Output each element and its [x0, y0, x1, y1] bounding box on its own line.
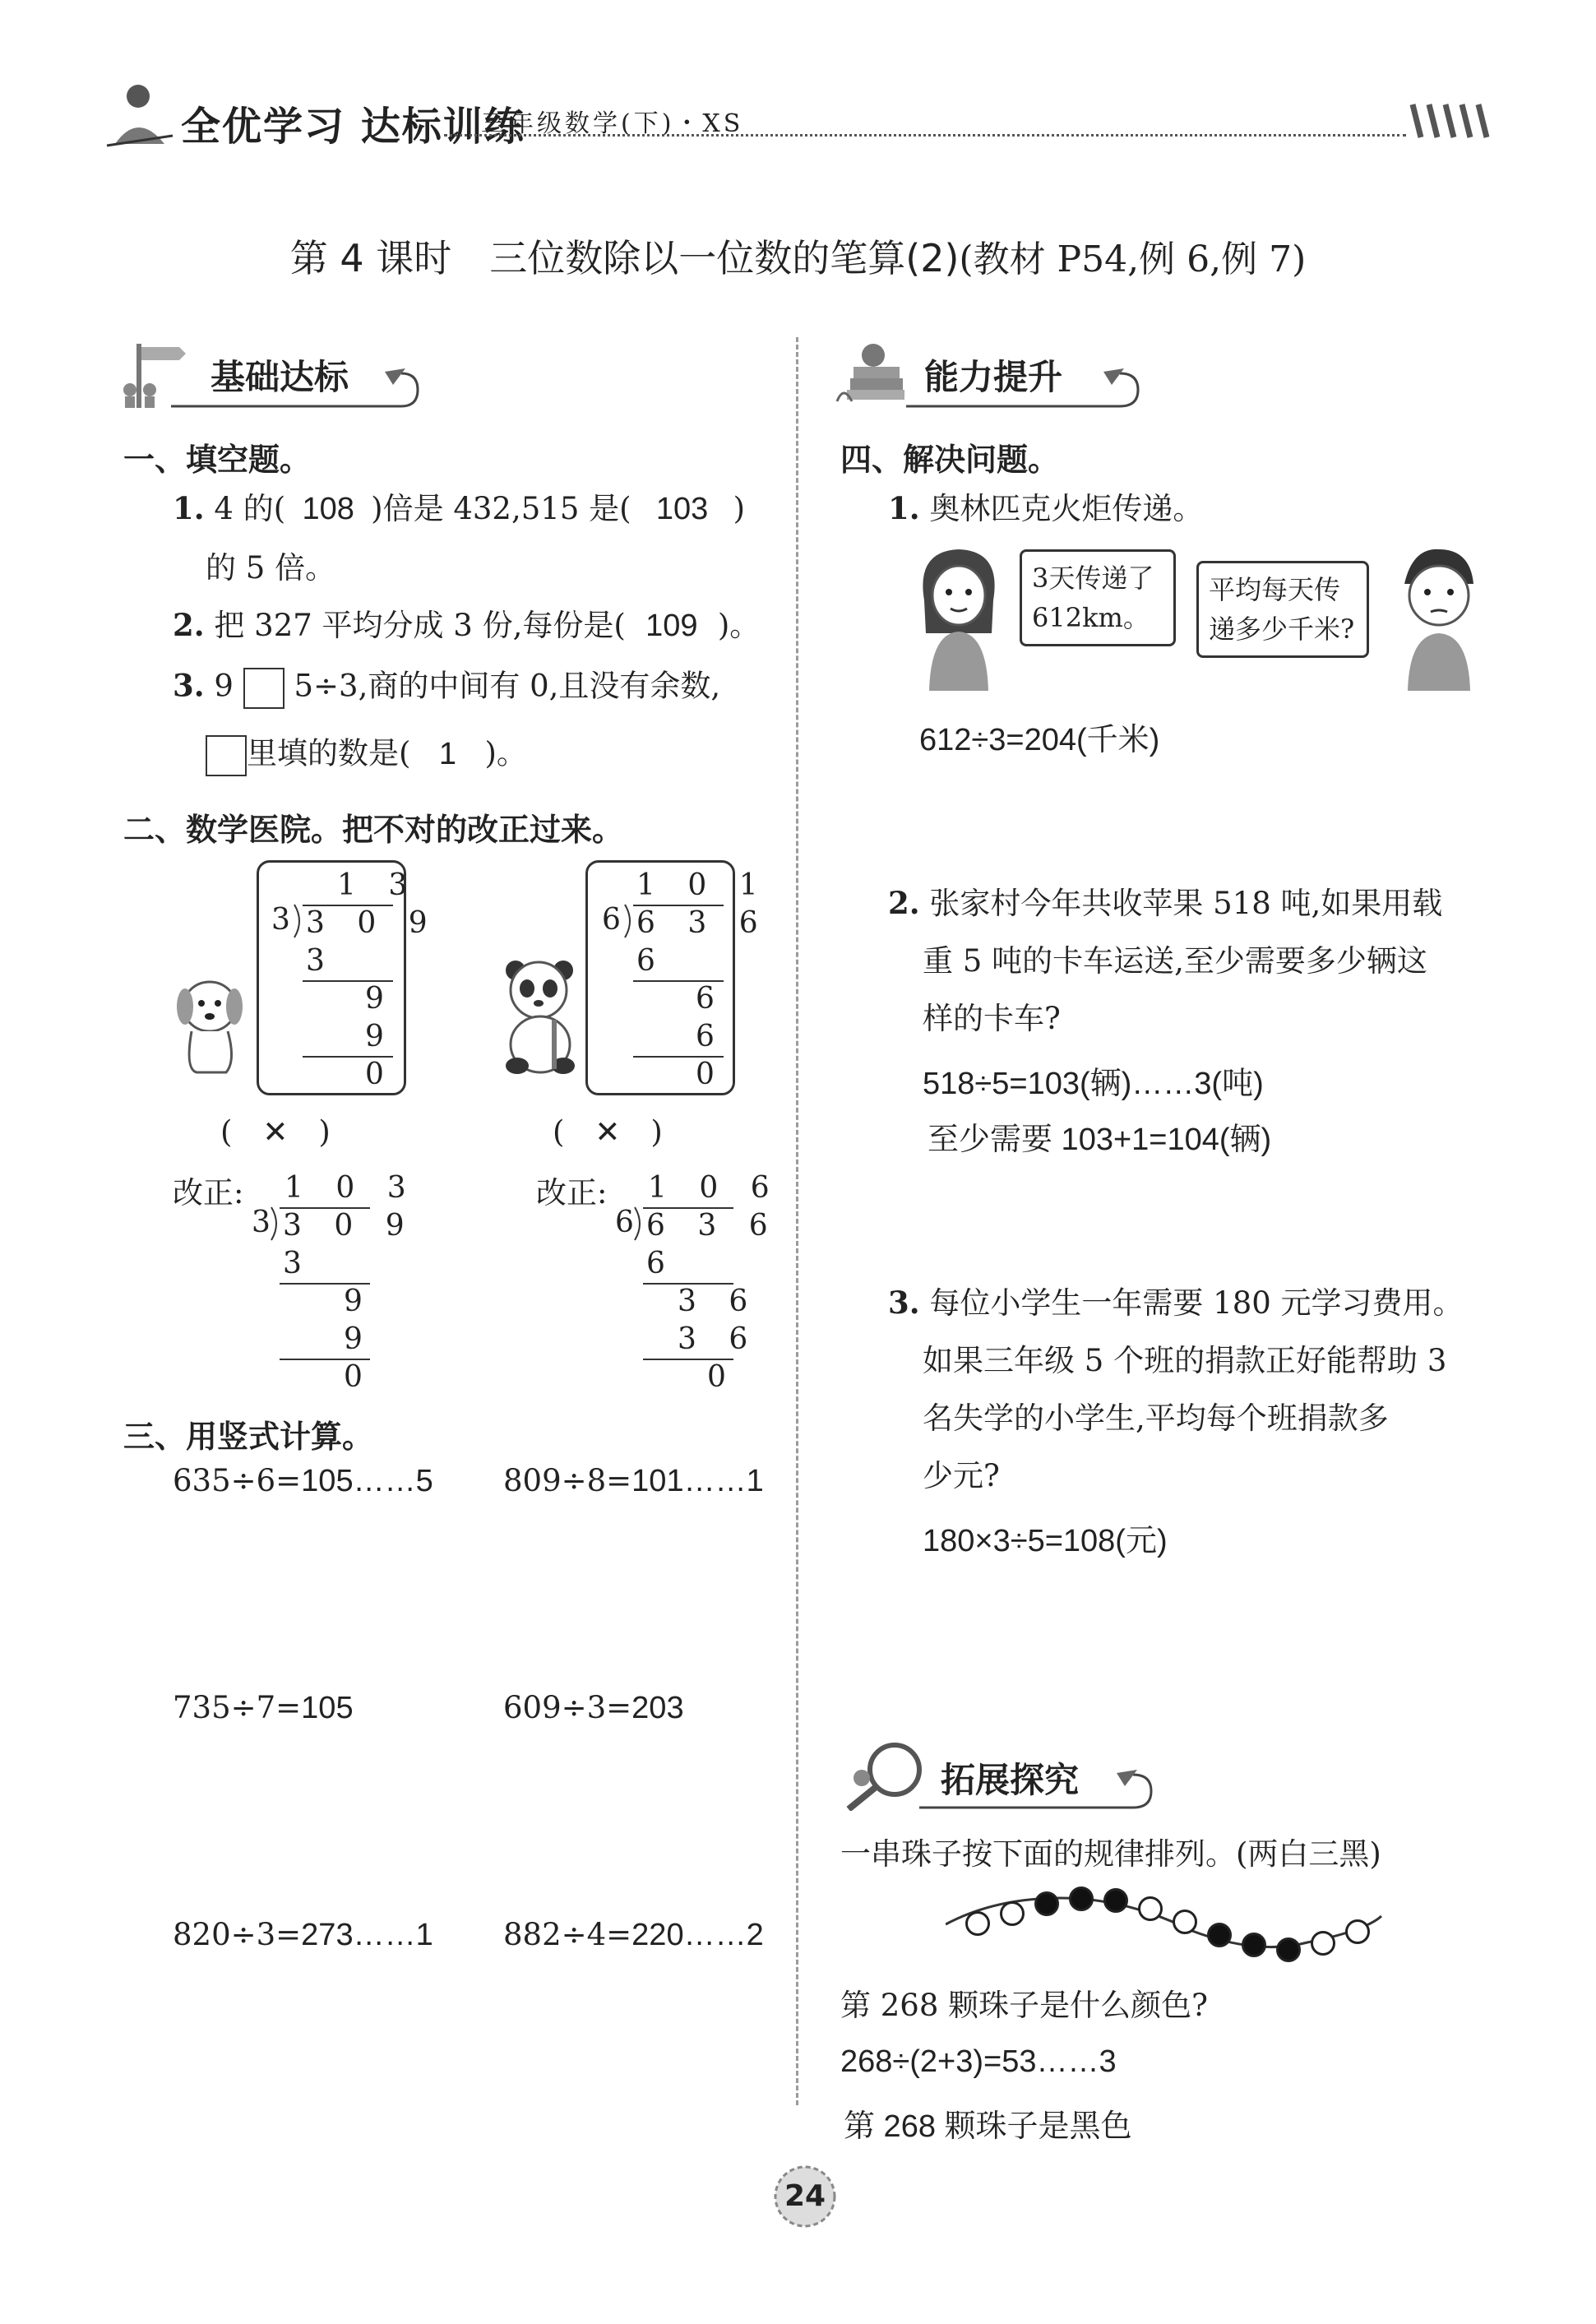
- dividend: 3 0 9: [306, 906, 439, 940]
- speech-bubble-right: [1196, 561, 1369, 658]
- step-row: 3 6: [678, 1322, 760, 1356]
- fix-label-right: 改正:: [536, 1175, 608, 1211]
- calc-item: [503, 1692, 684, 1724]
- fixed-division-right: [610, 1168, 781, 1398]
- p1-text: 奥林匹克火炬传递。: [929, 491, 1204, 526]
- white-bead: [1173, 1910, 1197, 1934]
- header-divider: [444, 134, 1406, 137]
- dog-icon: [169, 970, 251, 1077]
- lesson-title-main: 第 4 课时 三位数除以一位数的笔算(2): [289, 236, 960, 280]
- part1-q2: [173, 607, 761, 643]
- white-bead: [1000, 1901, 1025, 1926]
- bubble-left-line: 3天传递了: [1032, 562, 1154, 594]
- bubble-right-line: 平均每天传: [1209, 574, 1341, 605]
- q1-text-b: )倍是 432,515 是(: [371, 491, 631, 526]
- step-row: 0: [696, 1058, 726, 1091]
- step-row: 0: [365, 1058, 396, 1091]
- divisor: 6: [602, 903, 632, 937]
- calc-question: 635÷6=: [173, 1463, 302, 1498]
- black-bead: [1276, 1937, 1301, 1962]
- q3-blank-box-ref: [206, 735, 247, 776]
- part1-q3-line2: [206, 735, 527, 776]
- q2-answer[interactable]: 109: [645, 609, 698, 643]
- step-row: 9: [344, 1285, 374, 1318]
- bubble-left-line: 612km。: [1032, 602, 1150, 633]
- section-ability-label: 能力提升: [924, 357, 1063, 397]
- p1-answer[interactable]: 612÷3=204(千米): [919, 723, 1160, 757]
- q3-blank-box[interactable]: [243, 668, 285, 709]
- stripes-icon: [1406, 101, 1497, 142]
- q3-text-a: 9: [214, 668, 234, 704]
- problem-2: [888, 885, 1443, 921]
- white-bead: [1345, 1919, 1370, 1944]
- section-extend-label: 拓展探究: [941, 1760, 1080, 1800]
- calc-answer[interactable]: 101……1: [631, 1464, 764, 1498]
- q3-number: 3.: [173, 667, 205, 704]
- page-number-badge: [771, 2163, 839, 2230]
- q1-number: 1.: [173, 490, 205, 526]
- q3-text-b: 5÷3,商的中间有 0,且没有余数,: [294, 668, 721, 704]
- calc-question: 609÷3=: [503, 1690, 632, 1725]
- judge-left[interactable]: ( ✕ ): [220, 1114, 331, 1150]
- p1-number: 1.: [888, 490, 920, 526]
- p2-line: 重 5 吨的卡车运送,至少需要多少辆这: [923, 943, 1427, 979]
- calc-question: 809÷8=: [503, 1463, 632, 1498]
- divisor: 6: [615, 1206, 645, 1239]
- dividend: 3 0 9: [283, 1209, 416, 1243]
- q3-text-d: )。: [484, 735, 527, 771]
- step-row: 3: [283, 1247, 313, 1280]
- bead-string: [946, 1873, 1390, 1972]
- divisor: 3: [252, 1206, 282, 1239]
- calc-question: 882÷4=: [503, 1917, 632, 1952]
- step-row: 6: [696, 982, 726, 1016]
- p3-line: 每位小学生一年需要 180 元学习费用。: [929, 1285, 1464, 1321]
- extend-question: 第 268 颗珠子是什么颜色?: [840, 1988, 1208, 2023]
- section-ability: [832, 336, 1145, 410]
- black-bead: [1207, 1923, 1232, 1947]
- calc-answer[interactable]: 105: [301, 1691, 354, 1725]
- part1-q3: [173, 668, 720, 709]
- quotient: 1 0 1: [636, 868, 770, 902]
- p3-line: 名失学的小学生,平均每个班捐款多: [923, 1400, 1389, 1436]
- column-divider: [796, 337, 798, 2105]
- fixed-division-left: [247, 1168, 418, 1398]
- part3-heading: 三、用竖式计算。: [123, 1419, 374, 1455]
- section-basic-label: 基础达标: [210, 357, 349, 397]
- calc-item: [173, 1692, 354, 1724]
- extend-answer-2[interactable]: 第 268 颗珠子是黑色: [844, 2109, 1132, 2144]
- divisor: 3: [271, 903, 302, 937]
- step-row: 6: [636, 944, 667, 978]
- p2-line: 张家村今年共收苹果 518 吨,如果用载: [929, 886, 1443, 921]
- calc-item: [503, 1919, 764, 1951]
- p2-answer-1[interactable]: 518÷5=103(辆)……3(吨): [923, 1067, 1264, 1101]
- p2-answer-2[interactable]: 至少需要 103+1=104(辆): [928, 1123, 1272, 1157]
- extend-text: 一串珠子按下面的规律排列。(两白三黑): [840, 1836, 1381, 1872]
- lesson-title-ref: (教材 P54,例 6,例 7): [959, 238, 1307, 280]
- quotient: 1 0 3: [285, 1171, 418, 1205]
- step-row: 9: [365, 982, 396, 1016]
- quotient: 1 3: [337, 868, 419, 902]
- step-row: 9: [344, 1322, 374, 1356]
- brand-title: 全优学习 达标训练: [181, 104, 525, 150]
- lesson-title: [0, 229, 1596, 283]
- student-reading-icon: [99, 78, 181, 152]
- q2-number: 2.: [173, 607, 205, 643]
- step-row: 0: [344, 1360, 374, 1394]
- part1-heading: 一、填空题。: [123, 442, 312, 478]
- dividend: 6 3 6: [646, 1209, 779, 1243]
- calc-item: [173, 1919, 433, 1951]
- calc-question: 820÷3=: [173, 1917, 302, 1952]
- q2-text-b: )。: [717, 608, 761, 643]
- page-header: [99, 78, 1497, 152]
- calc-answer[interactable]: 220……2: [631, 1918, 764, 1952]
- boy-icon: [1388, 543, 1487, 691]
- extend-answer-1[interactable]: 268÷(2+3)=53……3: [840, 2044, 1117, 2079]
- section-extend: [837, 1737, 1158, 1811]
- p2-line: 样的卡车?: [923, 1001, 1061, 1036]
- q1-text-c: ): [733, 491, 745, 526]
- black-bead: [1069, 1887, 1094, 1911]
- part2-heading: 二、数学医院。把不对的改正过来。: [123, 812, 624, 848]
- black-bead: [1034, 1891, 1059, 1916]
- p3-line: 如果三年级 5 个班的捐款正好能帮助 3: [923, 1343, 1447, 1378]
- q3-text-c: 里填的数是(: [247, 735, 411, 771]
- step-row: 3 6: [678, 1285, 760, 1318]
- calc-item: [173, 1465, 433, 1497]
- dividend: 6 3 6: [636, 906, 770, 940]
- step-row: 6: [696, 1020, 726, 1053]
- division-bracket: [623, 903, 636, 939]
- wrong-division-right: [600, 865, 770, 1095]
- white-bead: [1138, 1896, 1163, 1921]
- p3-number: 3.: [888, 1285, 920, 1321]
- problem-1: [888, 490, 1204, 526]
- bubble-right-line: 递多少千米?: [1209, 613, 1355, 645]
- calc-question: 735÷7=: [173, 1690, 302, 1725]
- speech-bubble-left: [1020, 549, 1176, 646]
- division-bracket: [293, 903, 306, 939]
- grade-label: 三年级数学(下)・XS: [481, 109, 744, 138]
- division-bracket: [270, 1206, 283, 1242]
- q1-text-d: 的 5 倍。: [206, 550, 336, 586]
- step-row: 0: [707, 1360, 738, 1394]
- division-bracket: [633, 1206, 646, 1242]
- q1-text-a: 4 的(: [214, 491, 286, 526]
- white-bead: [965, 1911, 990, 1936]
- p2-number: 2.: [888, 885, 920, 921]
- problem-3: [888, 1285, 1464, 1321]
- p3-line: 少元?: [923, 1458, 1000, 1493]
- judge-right[interactable]: ( ✕ ): [553, 1114, 663, 1150]
- q3-answer[interactable]: 1: [438, 736, 456, 771]
- calc-answer[interactable]: 273……1: [301, 1918, 433, 1952]
- wrong-division-left: [270, 865, 439, 1095]
- girl-icon: [913, 543, 1003, 691]
- part4-heading: 四、解决问题。: [840, 442, 1060, 478]
- step-row: 6: [646, 1247, 677, 1280]
- section-basic: [122, 336, 426, 410]
- q2-text-a: 把 327 平均分成 3 份,每份是(: [214, 608, 626, 643]
- q1-answer-2[interactable]: 103: [655, 492, 709, 526]
- step-row: 9: [365, 1020, 396, 1053]
- calc-answer[interactable]: 105……5: [301, 1464, 433, 1498]
- step-row: 3: [306, 944, 336, 978]
- q1-answer-1[interactable]: 108: [302, 492, 354, 526]
- white-bead: [1311, 1931, 1335, 1956]
- calc-item: [503, 1465, 764, 1497]
- page-number: 24: [784, 2179, 826, 2213]
- fix-label-left: 改正:: [173, 1175, 244, 1211]
- p3-answer[interactable]: 180×3÷5=108(元): [923, 1524, 1168, 1558]
- part1-q1: [173, 490, 745, 526]
- quotient: 1 0 6: [648, 1171, 781, 1205]
- black-bead: [1242, 1933, 1266, 1957]
- calc-answer[interactable]: 203: [631, 1691, 684, 1725]
- black-bead: [1103, 1888, 1128, 1913]
- panda-icon: [497, 954, 588, 1077]
